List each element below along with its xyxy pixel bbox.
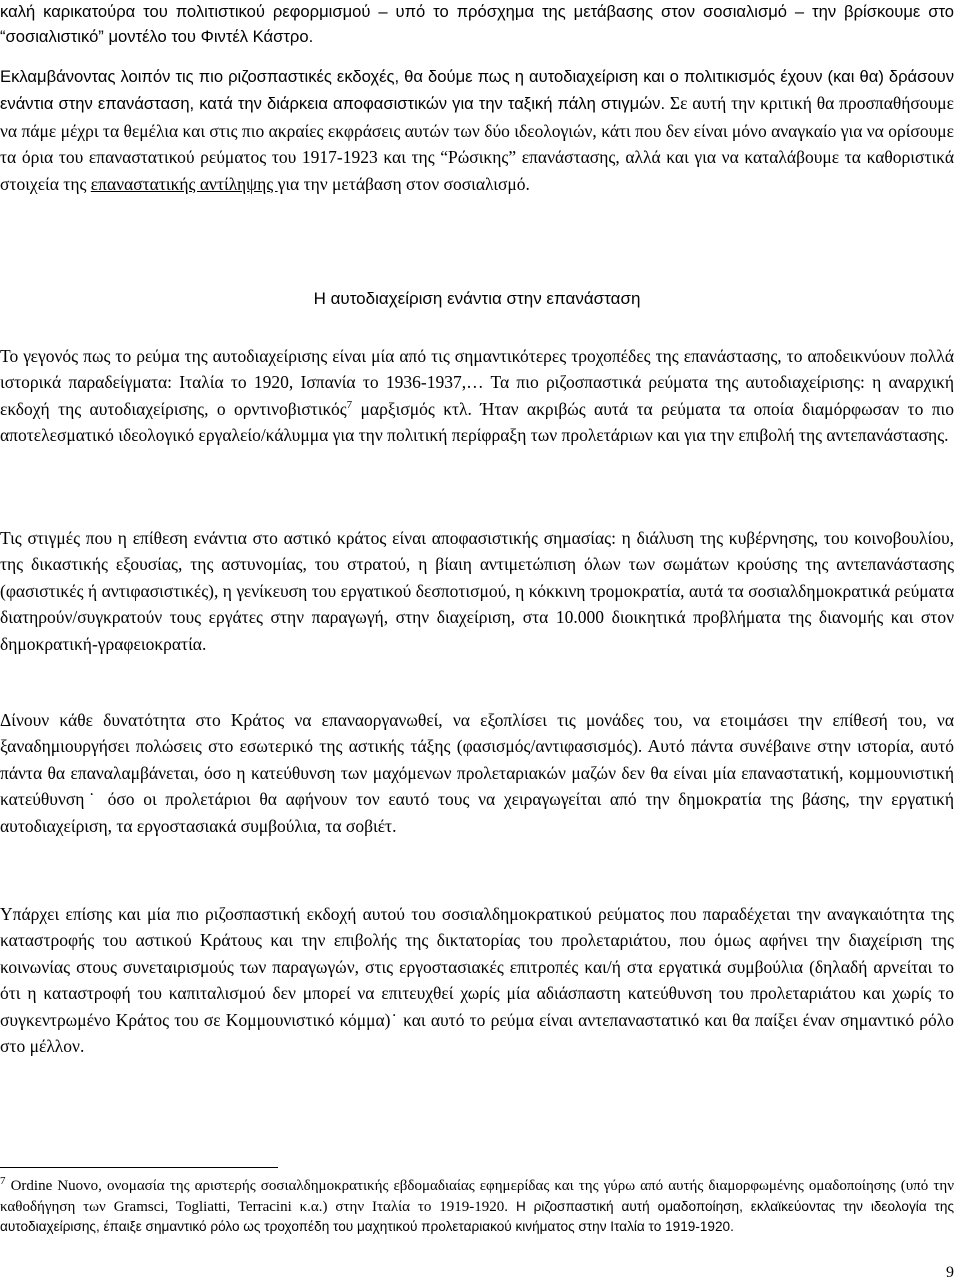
footnote-reference[interactable]: 7: [346, 398, 353, 411]
footnote-text: Ordine Nuovo, ονομασία της αριστερής σοσιαλδημοκρατικής εβδομαδιαίας εφημερίδας και της γύρω από αυτής διαμορφωμένης ομαδοποίησης (υπό την καθοδήγηση των Gramsci, Togliatti, Terracini κ.α.) στην Ιταλία το 1919-1920.: [0, 1178, 954, 1215]
section-heading: Η αυτοδιαχείριση ενάντια στην επανάσταση: [313, 289, 641, 308]
page-number: 9: [946, 1264, 954, 1281]
paragraph-self-management-critique: [0, 63, 954, 197]
footnote-number: 7: [0, 1175, 6, 1187]
paragraph-text-b: μαρξισμός κτλ. Ήταν ακριβώς αυτά τα ρεύματα τα οποία διαμόρφωσαν το πιο αποτελεσματικό ιδεολογικό εργαλείο/κάλυμμα για την πολιτική περίφραξη των προλετάριων και για την επιβολή της αντεπανάστασης.: [0, 398, 955, 446]
footnote-separator: [0, 1167, 278, 1168]
paragraph-decisive-moments: Τις στιγμές που η επίθεση ενάντια στο αστικό κράτος είναι αποφασιστικής σημασίας: η διάλυση της κυβέρνησης, του κοινοβουλίου, της δικαστικής εξουσίας, της αστυνομίας, του στρατού, η βίαιη αντιμετώπιση όλων των σωμάτων κρούσης της αντεπανάστασης (φασιστικές ή αντιφασιστικές), η γενίκευση του εργατικού δεσποτισμού, η κόκκινη τρομοκρατία, αυτά τα σοσιαλδημοκρατικά ρεύματα διατηρούν/συγκρατούν τους εργάτες στην παραγωγή, στην διαχείριση, στα 10.000 διοικητικά προβλήματα της διανομής και στον δημοκρατική-γραφειοκρατία.: [0, 528, 954, 654]
paragraph-serif-text: Σε αυτή την κριτική θα προσπαθήσουμε να πάμε μέχρι τα θεμέλια και στις πιο ακραίες εκφράσεις αυτών των δύο ιδεολογιών, κάτι που δεν είναι μόνο αναγκαίο για να ορίσουμε τα όρια του επαναστατικού ρεύματος του 1917-1923 και της “Ρώσικης” επανάστασης, αλλά και για να καταλάβουμε τα καθοριστικά στοιχεία της: [0, 93, 954, 194]
paragraph-sans-text: Εκλαμβάνοντας λοιπόν τις πιο ριζοσπαστικές εκδοχές, θα δούμε πως η αυτοδιαχείριση και ο πολιτικισμός έχουν (και θα) δράσουν ενάντια στην επανάσταση, κατά την διάρκεια αποφασιστικών για την ταξική πάλη στιγμών.: [0, 67, 954, 114]
paragraph-state-reorganization: Δίνουν κάθε δυνατότητα στο Κράτος να επαναοργανωθεί, να εξοπλίσει τις μονάδες του, να ετοιμάσει την επίθεσή του, να ξαναδημιουργήσει πολώσεις στο εσωτερικό της αστικής τάξης (φασισμός/αντιφασισμός). Αυτό πάντα συνέβαινε στην ιστορία, αυτό πάντα θα επαναλαμβάνεται, όσο η κατεύθυνση των μαχόμενων προλεταριακών μαζών δεν θα είναι μία επαναστατική, κομμουνιστική κατεύθυνση˙ όσο οι προλετάριοι θα αφήνουν τον εαυτό τους να χειραγωγείται από την δημοκρατία της βάσης, την εργατική αυτοδιαχείριση, τα εργοστασιακά συμβούλια, τα σοβιέτ.: [0, 710, 954, 836]
paragraph-historical-examples: [0, 343, 954, 449]
underlined-term: επαναστατικής αντίληψης: [90, 173, 278, 194]
footnote: [0, 1176, 954, 1238]
paragraph-end-text: για την μετάβαση στον σοσιαλισμό.: [277, 173, 530, 194]
paragraph-intro: καλή καρικατούρα του πολιτιστικού ρεφορμισμού – υπό το πρόσχημα της μετάβασης στον σοσιαλισμό – την βρίσκουμε στο “σοσιαλιστικό” μοντέλο του Φιντέλ Κάστρο.: [0, 2, 954, 46]
paragraph-radical-version: Υπάρχει επίσης και μία πιο ριζοσπαστική εκδοχή αυτού του σοσιαλδημοκρατικού ρεύματος που παραδέχεται την αναγκαιότητα της καταστροφής του αστικού Κράτους και την επιβολής της δικτατορίας του προλεταριάτου, που όμως αφήνει την διαχείριση της κοινωνίας στους συνεταιρισμούς των παραγωγών, στις εργοστασιακές επιτροπές και/ή στα εργατικά συμβούλια (δηλαδή αρνείται το ότι η καταστροφή του καπιταλισμού δεν μπορεί να επιτευχθεί χωρίς μία αδιάσπαστη κατεύθυνση του προλεταριάτου και χωρίς το συγκεντρωμένο Κράτος του σε Κομμουνιστικό κόμμα)˙ και αυτό το ρεύμα είναι αντεπαναστατικό και θα παίξει έναν σημαντικό ρόλο στο μέλλον.: [0, 904, 954, 1057]
footnote-text-continued: Η ριζοσπαστική αυτή ομαδοποίηση, εκλαϊκεύοντας την ιδεολογία της αυτοδιαχείρισης, έπαιξε σημαντικό ρόλο ως τροχοπέδη του μαχητικού προλεταριακού κινήματος στην Ιταλία το 1919-1920.: [0, 1198, 954, 1234]
paragraph-text-a: Το γεγονός πως το ρεύμα της αυτοδιαχείρισης είναι μία από τις σημαντικότερες τροχοπέδες της επανάστασης, το αποδεικνύουν πολλά ιστορικά παραδείγματα: Ιταλία το 1920, Ισπανία το 1936-1937,… Τα πιο ριζοσπαστικά ρεύματα της αυτοδιαχείρισης: η αναρχική εκδοχή της αυτοδιαχείρισης, ο ορντινοβιστικός: [0, 346, 954, 419]
